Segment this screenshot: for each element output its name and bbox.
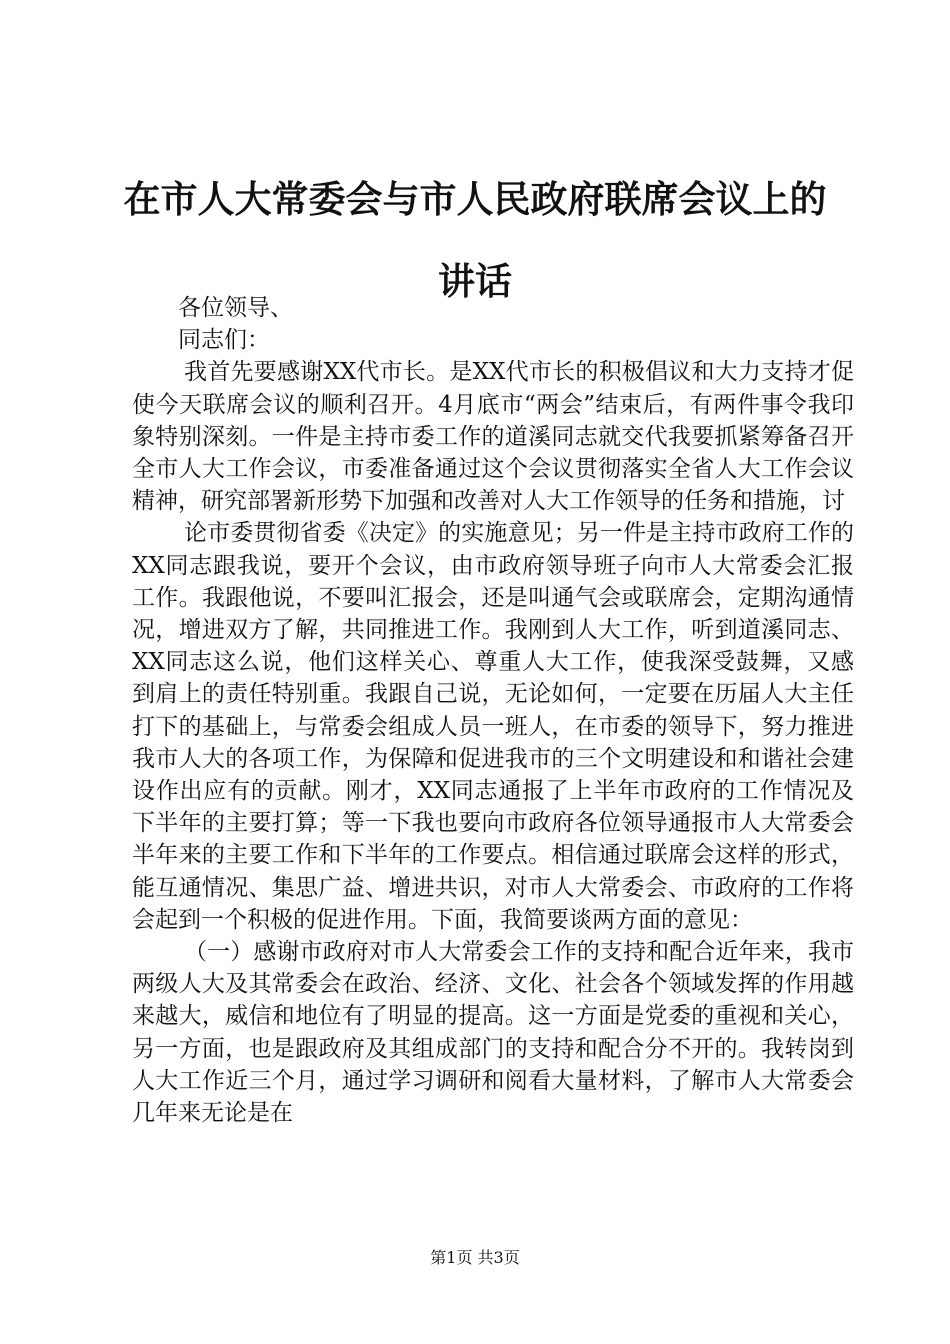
- paragraph-2: 论市委贯彻省委《决定》的实施意见；另一件是主持市政府工作的XX同志跟我说，要开个会议，由市政府领导班子向市人大常委会汇报工作。我跟他说，不要叫汇报会，还是叫通气会或联席会，定期沟通情况，增进双方了解，共同推进工作。我刚到人大工作，听到道溪同志、XX同志这么说，他们这样关心、尊重人大工作，使我深受鼓舞，又感到肩上的责任特别重。我跟自己说，无论如何，一定要在历届人大主任打下的基础上，与常委会组成人员一班人，在市委的领导下，努力推进我市人大的各项工作，为保障和促进我市的三个文明建设和和谐社会建设作出应有的贡献。刚才，XX同志通报了上半年市政府的工作情况及下半年的主要打算；等一下我也要向市政府各位领导通报市人大常委会半年来的主要工作和下半年的工作要点。相信通过联席会这样的形式，能互通情况、集思广益、增进共识，对市人大常委会、市政府的工作将会起到一个积极的促进作用。下面，我简要谈两方面的意见：: [132, 520, 854, 933]
- salutation-line-1: 各位领导、: [178, 295, 293, 321]
- salutation-line-2: 同志们：: [178, 327, 270, 354]
- paragraph-1: 我首先要感谢XX代市长。是XX代市长的积极倡议和大力支持才促使今天联席会议的顺利召开。4月底市“两会”结束后，有两件事令我印象特别深刻。一件是主持市委工作的道溪同志就交代我要抓紧筹备召开全市人大工作会议，市委准备通过这个会议贯彻落实全省人大工作会议精神，研究部署新形势下加强和改善对人大工作领导的任务和措施，讨: [132, 359, 854, 515]
- document-title: 在市人大常委会与市人民政府联席会议上的讲话: [123, 177, 827, 303]
- paragraph-3: （一）感谢市政府对市人大常委会工作的支持和配合近年来，我市两级人大及其常委会在政治、经济、文化、社会各个领域发挥的作用越来越大，威信和地位有了明显的提高。这一方面是党委的重视和关心，另一方面，也是跟政府及其组成部门的支持和配合分不开的。我转岗到人大工作近三个月，通过学习调研和阅看大量材料，了解市人大常委会几年来无论是在: [132, 939, 854, 1127]
- document-body: [132, 292, 854, 1129]
- page-footer: 第1页 共3页: [430, 1248, 520, 1267]
